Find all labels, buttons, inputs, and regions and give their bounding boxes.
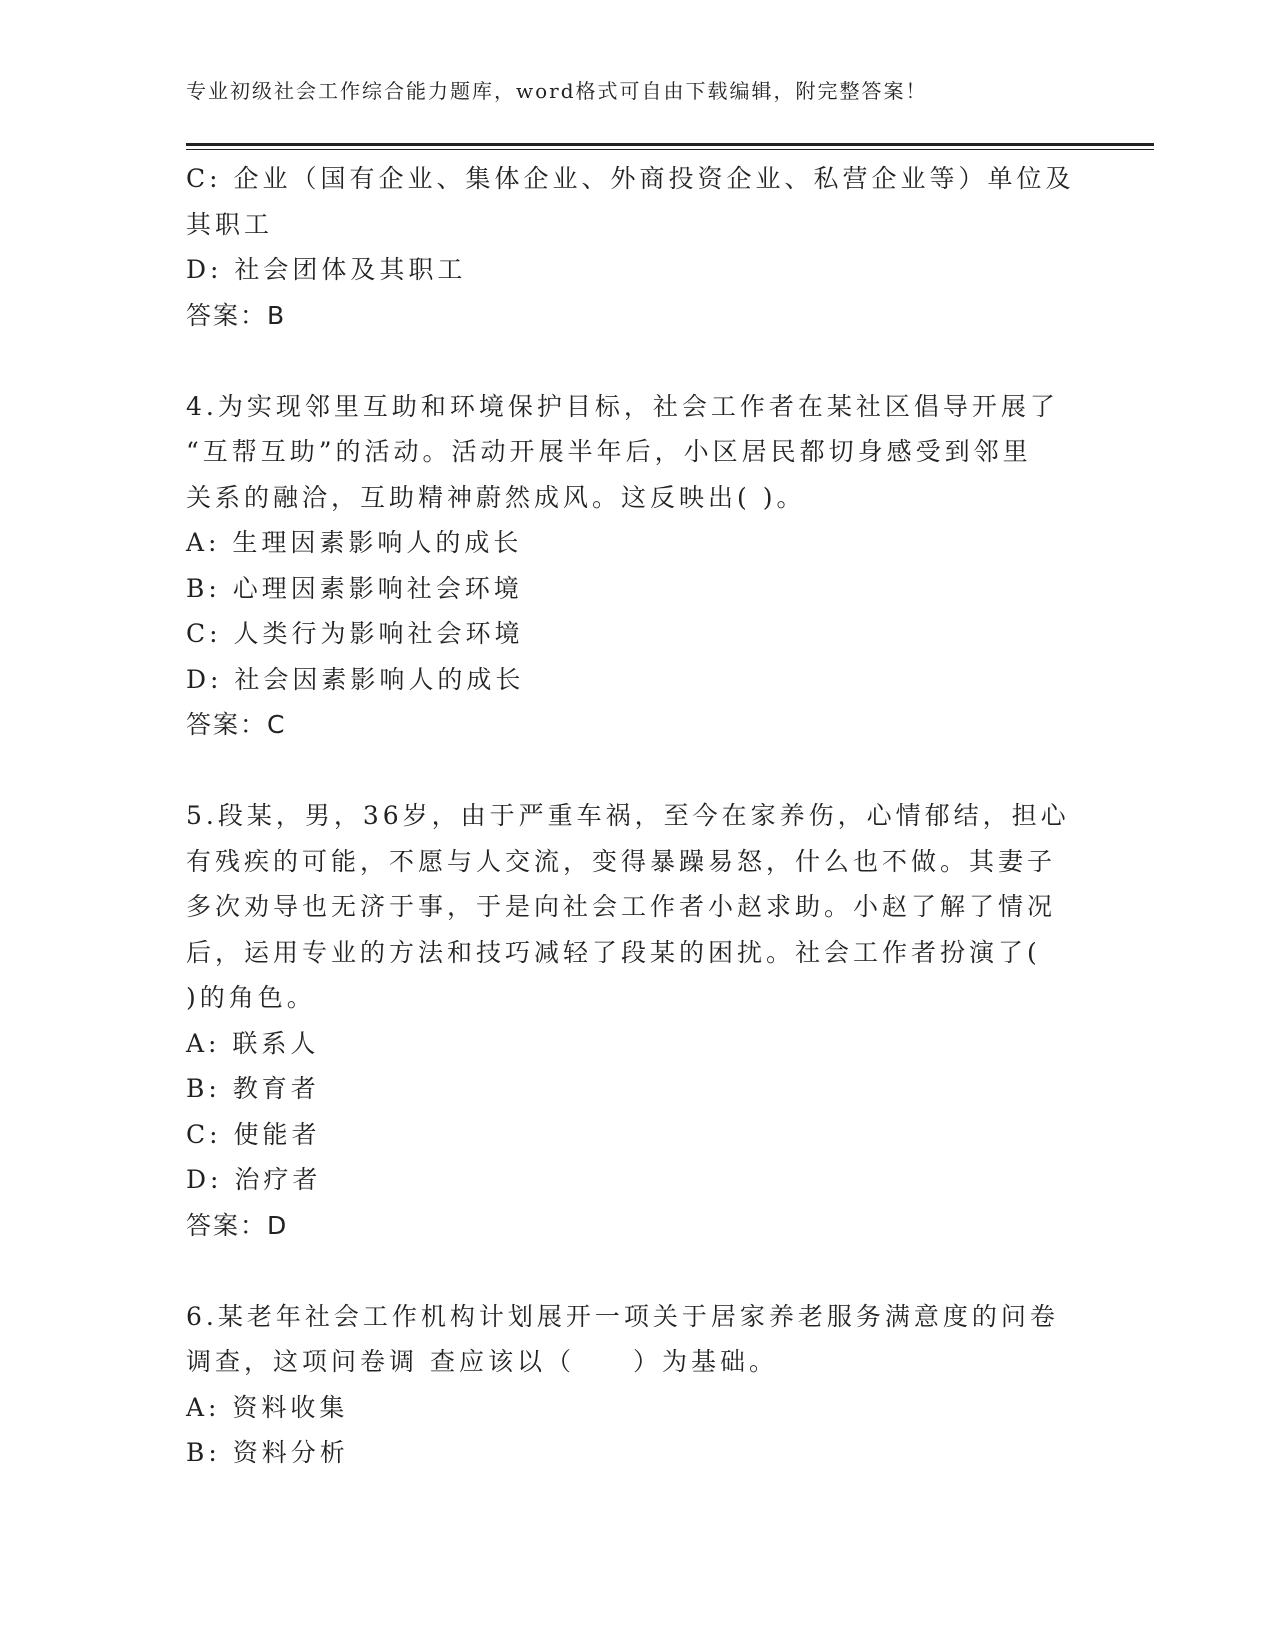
document-body: [186, 156, 1086, 1476]
spacer: [186, 338, 1086, 384]
option-b: B: 资料分析: [186, 1438, 349, 1467]
question-3-tail: [186, 156, 1086, 338]
spacer: [186, 1248, 1086, 1294]
option-c: C: 人类行为影响社会环境: [186, 619, 524, 648]
question-stem-line: 5.段某，男，36岁，由于严重车祸，至今在家养伤，心情郁结，担心: [186, 801, 1070, 830]
option-c-line-2: 其职工: [186, 209, 274, 239]
question-stem-line: )的角色。: [186, 983, 316, 1012]
answer-line: 答案：B: [186, 300, 287, 330]
answer-line: 答案：D: [186, 1210, 289, 1240]
option-d: D: 社会因素影响人的成长: [186, 664, 525, 694]
option-c-line-1: C: 企业（国有企业、集体企业、外商投资企业、私营企业等）单位及: [186, 164, 1075, 193]
option-d: D: 治疗者: [186, 1165, 322, 1194]
question-5: [186, 793, 1086, 1248]
spacer: [186, 748, 1086, 794]
question-stem-line: 6.某老年社会工作机构计划展开一项关于居家养老服务满意度的问卷: [186, 1301, 1059, 1331]
question-stem-line: “互帮互助”的活动。活动开展半年后，小区居民都切身感受到邻里: [186, 437, 1032, 466]
option-c: C: 使能者: [186, 1119, 321, 1149]
question-stem-line: 多次劝导也无济于事，于是向社会工作者小赵求助。小赵了解了情况: [186, 892, 1057, 921]
option-d: D: 社会团体及其职工: [186, 255, 467, 284]
option-a: A: 生理因素影响人的成长: [186, 528, 523, 557]
header-rule-thick: [186, 143, 1154, 146]
question-stem-line: 关系的融洽，互助精神蔚然成风。这反映出( )。: [186, 482, 806, 512]
question-6: [186, 1294, 1086, 1476]
answer-line: 答案：C: [186, 710, 287, 739]
option-a: A: 资料收集: [186, 1392, 349, 1422]
header-rule-thin: [186, 149, 1154, 150]
question-stem-line: 调查，这项问卷调 查应该以（ ）为基础。: [186, 1347, 778, 1376]
option-b: B: 教育者: [186, 1074, 320, 1103]
page-header: 专业初级社会工作综合能力题库，word格式可自由下载编辑，附完整答案！: [186, 79, 928, 103]
question-4: [186, 384, 1086, 748]
option-a: A: 联系人: [186, 1028, 320, 1058]
question-stem-line: 有残疾的可能，不愿与人交流，变得暴躁易怒，什么也不做。其妻子: [186, 846, 1057, 876]
option-b: B: 心理因素影响社会环境: [186, 573, 523, 603]
question-stem-line: 4.为实现邻里互助和环境保护目标，社会工作者在某社区倡导开展了: [186, 391, 1059, 421]
question-stem-line: 后，运用专业的方法和技巧减轻了段某的困扰。社会工作者扮演了(: [186, 937, 1041, 967]
